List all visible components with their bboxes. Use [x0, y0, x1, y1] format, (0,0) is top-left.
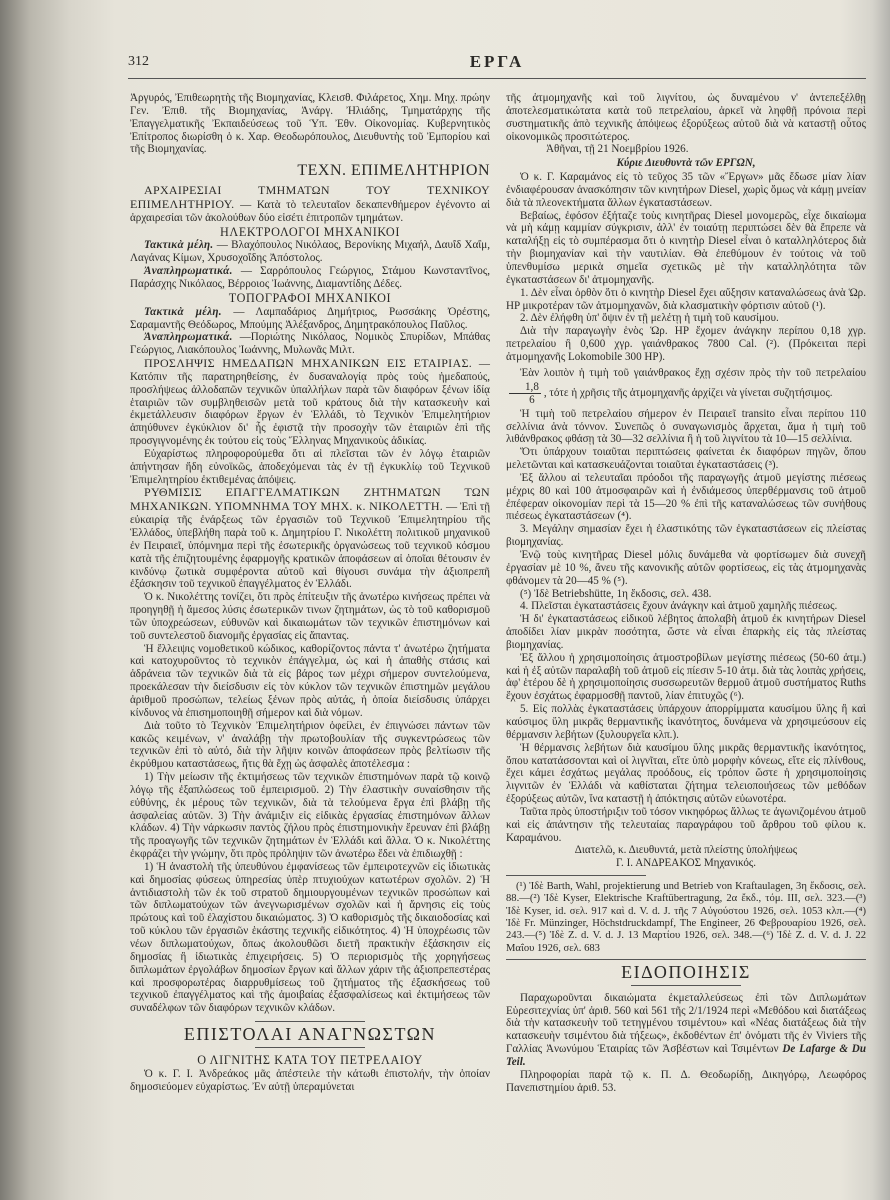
fraction-numerator: 1,8 — [509, 381, 541, 394]
paragraph-text: Ἀργυρός, Ἐπιθεωρητὴς τῆς Βιομηχανίας, Κλεισθ. Φιλάρετος, Χημ. Μηχ. πρώην Γεν. Ἐπιθ. τῆς Βιομηχανίας, Ἀνάργ. Ἠλιάδης, Τμηματάρχης τῆς Ἐπαγγελματικῆς Ἐκπαιδεύσεως τοῦ Ὑπ. Ἐθν. Οἰκονομίας. Κυβερνητικὸς Ἐπίτροπος διωρίσθη ὁ κ. Χαρ. Θεοδωρόπουλος, Διευθυντὴς τοῦ Ἐμπορίου καὶ τῆς Βιομηχανίας. — [130, 92, 490, 156]
paragraph-text: — Κατόπιν τῆς παρατηρηθείσης, ἐν δυσαναλογίᾳ πρὸς τοὺς ἡμεδαπούς, προσλήψεως ἀλλοδαπῶν τεχνικῶν ὑπαλλήλων παρὰ τῶν διαφόρων ξένων ἰδίᾳ ἑταιριῶν τῶν συμβληθεισῶν μετὰ τοῦ κράτους διὰ τὴν κατασκευὴν καὶ ἐκμετάλλευσιν διαφόρων ἔργων ἐν Ἑλλάδι, τὸ Τεχνικὸν Ἐπιμελητήριον ἀπηύθυνεν ἐγκύκλιον δι' ἧς ἐφιστᾷ τὴν προσοχὴν τῶν ἑταιριῶν ἐπὶ τῆς προσγιγνομένης ἐκ τούτου εἰς τοὺς Ἕλληνας Μηχανικοὺς ἀδικίας. — [130, 358, 490, 448]
paragraph-text: Εὐχαρίστως πληροφορούμεθα ὅτι αἱ πλεῖσται τῶν ἐν λόγῳ ἑταιριῶν ἀπήντησαν ἤδη εὐνοϊκῶς, ἀποδεχόμεναι τὰς ἐν τῇ ἐγκυκλίῳ τοῦ Τεχνικοῦ Ἐπιμελητηρίου ἐκτιθεμένας ἀπόψεις. — [130, 447, 490, 486]
footnotes: (¹) Ἰδὲ Barth, Wahl, projektierung und Betrieb von Kraftaulagen, 3η ἔκδοσις, σελ. 88.—(²) Ἰδὲ Kyser, Elektrische Kraftübertragung, 2α ἔκδ., τόμ. III, σελ. 323.—(³) Ἰδὲ Kyser, id. σελ. 917 καὶ d. V. d. J. τῆς 7 Αὐγούστου 1926, σελ. 1053 κλπ.—(⁴) Ἰδὲ Fr. Münzinger, Höchstdruckdampf, The Engineer, 26 Φεβρουαρίου 1926, σελ. 243.—(⁵) Ἰδὲ Z. d. V. d. J. 13 Μαρτίου 1926, σελ. 348.—(⁶) Ἰδὲ Z. d. V. d. J. 22 Μαΐου 1926, σελ. 683 — [506, 881, 866, 954]
paragraph-text: Ὁ κ. Γ. Ι. Ἀνδρεάκος μᾶς ἀπέστειλε τὴν κάτωθι ἐπιστολήν, τὴν ὁποίαν δημοσιεύομεν εὐχαρίστως. Ἐν αὐτῇ ὑπεραμύνεται — [130, 1067, 490, 1093]
footnote-divider — [506, 875, 646, 876]
letter-date: Ἀθῆναι, τῇ 21 Νοεμβρίου 1926. — [546, 143, 689, 156]
paragraph — [130, 643, 490, 720]
paragraph — [506, 408, 866, 447]
paragraph-lead: Τακτικὰ μέλη. — [144, 239, 214, 252]
paragraph-text: Ἡ ἔλλειψις νομοθετικοῦ κώδικος, καθορίζοντος πάντα τ' ἀνωτέρω ζητήματα καὶ κατοχυροῦντος τὸ τεχνικὸν ἐπάγγελμα, ὡς καὶ ἡ ἀπαθὴς στάσις καὶ ἀδράνεια τῶν τεχνικῶν διὰ τὰ εἰς βάρος των μέχρι σήμερον συντελούμενα, προεκάλεσαν τὴν διείσδυσιν εἰς τὸν κύκλον τῶν τεχνικῶν ἐπιστημῶν μεγάλου ἀριθμοῦ προσώπων, τελείως ξένων πρὸς αὐτάς, ἡ ὁποία διείσδυσις ὑπάρχει κίνδυνος νὰ ἐπισημοποιηθῇ σήμερον καὶ διὰ νόμων. — [130, 642, 490, 719]
signature-line: Γ. Ι. ΑΝΔΡΕΑΚΟΣ Μηχανικός. — [615, 857, 757, 870]
paragraph-lead: ΠΡΟΣΛΗΨΙΣ ΗΜΕΔΑΠΩΝ ΜΗΧΑΝΙΚΩΝ ΕΙΣ ΕΤΑΙΡΙΑΣ. — [144, 356, 473, 371]
paragraph — [506, 312, 866, 325]
paragraph — [506, 1069, 866, 1095]
paragraph-text: 4. Πλεῖσται ἐγκαταστάσεις ἔχουν ἀνάγκην καὶ ἀτμοῦ χαμηλῆς πιέσεως. — [520, 600, 838, 613]
paragraph — [506, 652, 866, 703]
paragraph — [506, 210, 866, 287]
paragraph — [130, 591, 490, 642]
fraction-denominator: 6 — [529, 393, 535, 406]
paragraph — [506, 600, 866, 613]
page-header — [128, 52, 866, 79]
divider — [631, 985, 741, 986]
paragraph — [130, 720, 490, 771]
paragraph — [130, 861, 490, 1015]
section-heading: ΕΠΙΣΤΟΛΑΙ ΑΝΑΓΝΩΣΤΩΝ — [183, 1024, 437, 1045]
paragraph — [130, 306, 490, 332]
page-number: 312 — [128, 54, 149, 69]
journal-title: ΕΡΓΑ — [469, 52, 525, 71]
paragraph — [506, 92, 866, 143]
paragraph-text: 2. Δὲν ἐλήφθη ὑπ' ὄψιν ἐν τῇ μελέτῃ ἡ τιμὴ τοῦ καυσίμου. — [520, 312, 779, 325]
paragraph-text: — Λαμπαδάριος Δημήτριος, Ρωσσάκης Ὀρέστης, Σαραμαντῆς Θεόδωρος, Μπούμης Ἀλέξανδρος, Δημητρακόπουλος Παῦλος. — [130, 305, 490, 331]
paragraph-text: , τότε ἡ χρῆσις τῆς ἀτμομηχανῆς ἀρχίζει νὰ γίνεται συζητήσιμος. — [543, 386, 833, 399]
paragraph-text: 3. Μεγάλην σημασίαν ἔχει ἡ ἐλαστικότης τῶν ἐγκαταστάσεων εἰς πλείστας βιομηχανίας. — [506, 523, 866, 549]
paragraph — [130, 92, 490, 156]
paragraph-lead: Τακτικὰ μέλη. — [144, 305, 222, 318]
paragraph-text: Ἡ θέρμανσις λεβήτων διὰ καυσίμου ὕλης μικρᾶς θερμαντικῆς ἱκανότητος, ὅπου κατατάσσονται καὶ οἱ λιγνῖται, εἴτε ὑπὸ μορφὴν κόνεως, εἴτε εἰς πλίνθους, ἔχει κάμει ἐσχάτως μεγάλας προόδους, εἰς τρόπον ὥστε ἡ χρησιμοποίησις λιγνιτῶν ἐν Ἑλλάδι νὰ καθίσταται ζήτημα τελειοποιήσεως τῶν μεθόδων ἐξορύξεως αὐτῶν, ἵνα καταστῇ ἡ ἀπόκτησις αὐτῶν εὐωνοτέρα. — [506, 741, 866, 806]
salutation: Κύριε Διευθυντὰ τῶν ΕΡΓΩΝ, — [616, 157, 756, 170]
paragraph — [130, 486, 490, 591]
paragraph-text: Βεβαίως, ἐφόσον ἐξήταζε τοὺς κινητῆρας Diesel μονομερῶς, εἶχε δικαίωμα νὰ μὴ κάμῃ καμμίαν σύγκρισιν, ἀλλ' ἐν τοιαύτῃ περιπτώσει δὲν θὰ ἔπρεπε νὰ καταλήξῃ εἰς τὸ συμπέρασμα ὅτι ὁ κινητὴρ Diesel εἶναι ὁ καταλληλότερος διὰ τὴν βιομηχανίαν καὶ τὴν ναυτιλίαν. Θὰ ἐπεθύμουν ἐν τούτοις νὰ τοῦ ὑπενθυμίσω μερικὰ σημεῖα σχετικῶς μὲ τὴν καταλληλότητα τῶν ἐγκαταστάσεων δι' ἀτμομηχανῆς. — [506, 209, 866, 286]
paragraph-text: Ἐὰν λοιπὸν ἡ τιμὴ τοῦ γαιάνθρακος ἔχῃ σχέσιν πρὸς τὴν τοῦ πετρελαίου — [520, 366, 866, 379]
paragraph-text: 1) Ἡ ἀναστολὴ τῆς ὑπευθύνου ἐμφανίσεως τῶν ἐμπειροτεχνῶν εἰς ἰδιωτικὰς καὶ δημοσίας φύσεως ὑπηρεσίας ὑπὲρ πτυχιούχων κατωτέρων σχολῶν. 2) Ἡ ἀντιδιαστολὴ τῶν ἐκ τοῦ στρατοῦ δημιουργουμένων τεχνικῶν προσώπων καὶ τῶν διπλωματούχων τῶν ἀνεγνωρισμένων σχολῶν καὶ ἡ ἄρνησις εἰς τοὺς πρώτους καὶ τοῦ ἐλαχίστου δικαιώματος. 3) Ὁ καθορισμὸς τῆς δικαιοδοσίας καὶ τοῦ κύκλου τῶν ἐργασιῶν ἑκάστης τεχνικῆς εἰδικότητος. 4) Ἡ ὑποχρέωσις τῶν νέων διπλωματούχων, ὅπως ἀκολουθῶσι διετῆ πρακτικὴν ἐξάσκησιν εἰς δημοσίας ἢ ἰδιωτικὰς ἐπιχειρήσεις. 5) Ὁ περιορισμὸς τῆς χορηγήσεως διπλωμάτων ἐργολάβων δημοσίων ἔργων καὶ ἄλλων χάριν τῆς ἀξιοπρεπεστέρας καὶ προσφορωτέρας διαρρυθμίσεως τοῦ ζητήματος τῆς ἐξασκήσεως τοῦ τεχνικοῦ ἐπαγγέλματος καὶ τῆς ἀμοιβαίας ἐξασφαλίσεως καὶ ἐκτιμήσεως τῶν συναδέλφων τῶν διαφόρων τεχνικῶν κλάδων. — [130, 860, 490, 1015]
paragraph-text: Διὰ τὴν παραγωγὴν ἑνὸς Ὡρ. HP ἔχομεν ἀνάγκην περίπου 0,18 χγρ. πετρελαίου ἢ 0,600 χγρ. γαιάνθρακος 7800 Cal. (²). (Πρόκειται περὶ ἀτμομηχανῆς Lokomobile 300 HP). — [506, 325, 866, 363]
paragraph-text: Ταῦτα πρὸς ὑποστήριξιν τοῦ τόσον νικηφόρως ἄλλως τε ἀγωνιζομένου ἀτμοῦ καὶ εἰς ἀπάντησιν τῆς τελευταίας παραγράφου τοῦ ἄρθρου τοῦ φίλου κ. Καραμάνου. — [506, 805, 866, 844]
paragraph — [130, 239, 490, 265]
paragraph — [506, 806, 866, 845]
paragraph-text: — Κατὰ τὸ τελευταῖον δεκαπενθήμερον ἐγένοντο αἱ ἀρχαιρεσίαι τῶν ἀκολούθων δύο εἰσέτι ἐπιτροπῶν τμημάτων. — [130, 198, 490, 224]
paragraph — [506, 171, 866, 210]
paragraph-text: Παραχωροῦνται δικαιώματα ἐκμεταλλεύσεως ἐπὶ τῶν Διπλωμάτων Εὑρεσιτεχνίας ὑπ' ἀριθ. 560 καὶ 561 τῆς 2/1/1924 περὶ «Μεθόδου καὶ διατάξεως διὰ τὴν κατασκευὴν τοῦ τετηγμένου τσιμέντου» καὶ «Νέας διατάξεως διὰ τὴν κατασκευὴν τσιμέντου διὰ τήξεως», ἐκδοθέντων ἐπ' ὀνόματι τῆς ἐν Viviers τῆς Γαλλίας Ἀνωνύμου Ἑταιρίας τῶν Ἀσβέστων καὶ Τσιμέντων — [506, 991, 866, 1056]
paragraph — [506, 703, 866, 742]
paragraph-text: 1. Δὲν εἶναι ὀρθὸν ὅτι ὁ κινητὴρ Diesel ἔχει αὔξησιν καταναλώσεως ἀνὰ Ὡρ. HP μικροτέραν τῶν ἀτμομηχανῶν, διὰ κλασματικὴν φόρτισιν αὐτοῦ (¹). — [506, 286, 866, 312]
paragraph-text: — Βλαχόπουλος Νικόλαος, Βερονίκης Μιχαήλ, Δαυΐδ Χαΐμ, Λαγάνας Κίμων, Χρυσοχοΐδης Ἀπόστολος. — [130, 239, 490, 265]
paragraph-lead: ΑΡΧΑΙΡΕΣΙΑΙ ΤΜΗΜΑΤΩΝ ΤΟΥ ΤΕΧΝΙΚΟΥ ΕΠΙΜΕΛΗΤΗΡΙΟΥ. — [130, 183, 490, 211]
paragraph — [130, 448, 490, 487]
paragraph-text: Ἐξ ἄλλου αἱ τελευταῖαι πρόοδοι τῆς παραγωγῆς ἀτμοῦ μεγίστης πιέσεως μέχρις 80 καὶ 100 ἀτμοσφαιρῶν καὶ ἡ ἐνδιάμεσος ὑπερθέρμανσις τοῦ ἀτμοῦ ἐπέφεραν οἰκονομίαν περὶ τὰ 15—20 % ἐπὶ τῆς καταναλώσεως τῶν συνήθους πιέσεως ἐγκαταστάσεων (⁴). — [506, 471, 866, 523]
paragraph — [506, 992, 866, 1069]
subheading: Ο ΛΙΓΝΙΤΗΣ ΚΑΤΑ ΤΟΥ ΠΕΤΡΕΛΑΙΟΥ — [197, 1052, 423, 1067]
paragraph-text: Ὁ κ. Νικολέττης τονίζει, ὅτι πρὸς ἐπίτευξιν τῆς ἀνωτέρω κινήσεως πρέπει νὰ προηγηθῇ ἡ ἄμεσος λύσις ἐσωτερικῶν τινων ζητημάτων, ὡς τὸ τοῦ καθορισμοῦ τῶν ὑποχρεώσεων, εὐθυνῶν καὶ δικαιωμάτων τῶν τεχνικῶν ἐπιστημόνων καὶ τοῦ συντελεστοῦ διανομῆς ἐργασίας εἰς ἅπαντας. — [130, 591, 490, 642]
paragraph — [506, 742, 866, 806]
paragraph-text: Ἐξ ἄλλου ἡ χρησιμοποίησις ἀτμοστροβίλων μεγίστης πιέσεως (50-60 ἀτμ.) καὶ ἡ ἐξ αὐτῶν παραλαβὴ τοῦ ἀτμοῦ εἰς πίεσιν 5-10 ἀτμ. διὰ τὰς λοιπὰς χρήσεις, ἀφ' ἑτέρου δὲ ἡ χρησιμοποίησις συσσωρευτῶν θερμοῦ ἀτμοῦ συστήματος Ruths ἔχουν ἐσχάτως ἐφαρμοσθῇ παντοῦ, λίαν ἐπιτυχῶς (⁶). — [506, 651, 866, 703]
paragraph-text: Ἐνῷ τοὺς κινητῆρας Diesel μόλις δυνάμεθα νὰ φορτίσωμεν διὰ συνεχῆ ἐργασίαν μὲ 10 %, ἄνευ τῆς κανονικῆς αὐτῶν φορτίσεως, εἰς τὰς ἀτμομηχανὰς φθάνομεν τὰ 20—45 % (⁵). — [506, 549, 866, 587]
subheading: ΗΛΕΚΤΡΟΛΟΓΟΙ ΜΗΧΑΝΙΚΟΙ — [219, 224, 400, 239]
paragraph-text: Πληροφορίαι παρὰ τῷ κ. Π. Δ. Θεοδωρίδῃ, Δικηγόρῳ, Λεωφόρος Πανεπιστημίου ἀριθ. 53. — [506, 1068, 866, 1094]
fraction — [509, 381, 541, 406]
signature-line: Διατελῶ, κ. Διευθυντά, μετὰ πλείστης ὑπολήψεως — [574, 844, 798, 857]
paragraph — [506, 549, 866, 588]
paragraph — [506, 325, 866, 364]
paragraph — [506, 446, 866, 472]
paragraph-text: —Ποριώτης Νικόλαος, Νομικὸς Σπυρίδων, Μπάθας Γεώργιος, Λιακόπουλος Ἰωάννης, Μυλωνᾶς Μιλτ. — [130, 331, 490, 357]
paragraph — [506, 472, 866, 523]
paragraph — [506, 366, 866, 406]
paragraph — [506, 287, 866, 313]
paragraph-text: Ὅτι ὑπάρχουν τοιαῦται περιπτώσεις φαίνεται ἐκ διαφόρων πηγῶν, ὅπου μελετῶνται καὶ κατασκευάζονται τοιαῦται ἐγκαταστάσεις (³). — [506, 446, 866, 472]
paragraph-text: 5. Εἰς πολλὰς ἐγκαταστάσεις ὑπάρχουν ἀπορρίμματα καυσίμου ὕλης ἢ καὶ καύσιμος ὕλη μικρᾶς θερμαντικῆς ἱκανότητος, δυνάμενα νὰ χρησιμεύσουν εἰς θέρμανσιν λεβήτων (ξυλουργεῖα κλπ.). — [506, 703, 866, 741]
company-name: De Lafarge & Du Teil. — [506, 1043, 866, 1068]
subheading: ΤΟΠΟΓΡΑΦΟΙ ΜΗΧΑΝΙΚΟΙ — [228, 290, 392, 305]
section-heading: ΕΙΔΟΠΟΙΗΣΙΣ — [621, 961, 751, 982]
paragraph-text: Διὰ τοῦτο τὸ Τεχνικὸν Ἐπιμελητήριον ὀφείλει, ἐν ἐπιγνώσει πάντων τῶν κακῶς κειμένων, ν' ἀναλάβῃ τὴν πρωτοβουλίαν τῆς συγκεντρώσεως τῶν τεχνικῶν ἐπὶ τὸ αὐτό, διὰ τὴν λῆψιν κοινῶν ἀποφάσεων πρὸς βελτίωσιν τῆς ἐκρύθμου καταστάσεως, ἥτις θὰ ἔχῃ ὡς ἀσφαλὲς ἀποτέλεσμα : — [130, 719, 490, 771]
paragraph-lead: Ἀναπληρωματικά. — [144, 265, 233, 278]
paragraph-text: Ὁ κ. Γ. Καραμάνος εἰς τὸ τεῦχος 35 τῶν «Ἔργων» μᾶς ἔδωσε μίαν λίαν ἐνδιαφέρουσαν ἀνασκόπησιν τῶν κινητήρων Diesel, χωρὶς ὅμως νὰ κάμῃ μνείαν διὰ τὰ πλεονεκτήματα ἄλλων ἐγκαταστάσεων. — [506, 171, 866, 209]
paragraph-text: Ἡ τιμὴ τοῦ πετρελαίου σήμερον ἐν Πειραιεῖ transito εἶναι περίπου 110 σελλίνια ἀνὰ τόννον. Συνεπῶς ὁ συναγωνισμὸς ἄρχεται, ἅμα ἡ τιμὴ τοῦ λιθάνθρακος φθάσῃ τὰ 30—32 σελλίνια ἢ ἡ τοῦ λιγνίτου τὰ 10—15 σελλίνια. — [506, 407, 866, 446]
paragraph-text: Ἡ δι' ἐγκαταστάσεως εἰδικοῦ λέβητος ἀπολαβὴ ἀτμοῦ ἐκ κινητήρων Diesel ἀποδίδει λίαν μικρὰν ποσότητα, ὥστε νὰ εἶναι ἐπαρκὴς εἰς τὰς πλείστας βιομηχανίας. — [506, 613, 866, 651]
paragraph-lead: ΡΥΘΜΙΣΙΣ ΕΠΑΓΓΕΛΜΑΤΙΚΩΝ ΖΗΤΗΜΑΤΩΝ ΤΩΝ ΜΗΧΑΝΙΚΩΝ. ΥΠΟΜΝΗΜΑ ΤΟΥ ΜΗΧ. κ. ΝΙΚΟΛΕΤΤΗ. — [130, 485, 490, 514]
divider — [255, 1047, 365, 1048]
paragraph — [130, 1068, 490, 1094]
paragraph-text: — Σαρρόπουλος Γεώργιος, Στάμου Κωνσταντῖνος, Παράσχης Νικόλαος, Βέρροιος Ἰωάννης, Διαμαντίδης Δέδες. — [130, 265, 490, 290]
left-column — [130, 92, 490, 1093]
paragraph — [506, 613, 866, 652]
paragraph — [130, 331, 490, 357]
paragraph-text: — Ἐπὶ τῇ εὐκαιρίᾳ τῆς ἐνάρξεως τῶν ἐργασιῶν τοῦ Τεχνικοῦ Ἐπιμελητηρίου τῆς Ἑλλάδος, ὑπεβλήθη παρὰ τοῦ κ. Δημητρίου Γ. Νικολέττη πολιτικοῦ μηχανικοῦ ἐν Πειραιεῖ, ὑπόμνημα περὶ τῆς ἐσωτερικῆς ὀργανώσεως τοῦ τεχνικοῦ κόσμου κατὰ τῆς ἐπιζητουμένης ἐφαρμογῆς κρατικῶν ἀποφάσεων αἱ ὁποῖαι θέτουσιν ἐν κινδύνῳ ζωτικὰ συμφέροντα αὐτοῦ καὶ θίγουσι συνάμα τὴν ἀξιοπρεπῆ ἐξάσκησιν τοῦ τεχνικοῦ ἐπαγγέλματος ἐν Ἑλλάδι. — [130, 501, 491, 591]
paragraph-text: τῆς ἀτμομηχανῆς καὶ τοῦ λιγνίτου, ὡς δυναμένου ν' ἀντεπεξέλθῃ ἀποτελεσματικώτατα κατὰ τοῦ πετρελαίου, ἀρκεῖ νὰ ληφθῇ πρόνοια περὶ συστηματικῆς ἀπὸ τεχνικῆς ἀπόψεως ἐξορύξεως αὐτοῦ διὰ νὰ καταστῇ οὗτος οἰκονομικῶς προσιτώτερος. — [506, 92, 866, 143]
paragraph-text: (⁵) Ἰδὲ Betriebshütte, 1η ἔκδοσις, σελ. 438. — [520, 587, 712, 600]
paragraph — [506, 523, 866, 549]
paragraph — [130, 771, 490, 861]
paragraph — [506, 588, 866, 601]
paragraph — [130, 357, 490, 448]
section-heading: ΤΕΧΝ. ΕΠΙΜΕΛΗΤΗΡΙΟΝ — [297, 162, 490, 180]
paragraph — [130, 184, 490, 225]
right-column — [506, 92, 866, 1094]
divider — [506, 959, 866, 960]
divider — [255, 1021, 365, 1022]
paragraph-lead: Ἀναπληρωματικά. — [144, 331, 233, 344]
paragraph — [130, 265, 490, 291]
paragraph-text: 1) Τὴν μείωσιν τῆς ἐκτιμήσεως τῶν τεχνικῶν ἐπιστημόνων παρὰ τῷ κοινῷ λόγῳ τῆς ἐξαπλώσεως τοῦ ἐμπειρισμοῦ. 2) Τὴν ἐλαστικὴν συναίσθησιν τῆς εὐθύνης, ἐκ μέρους τῶν τεχνικῶν, διὰ τὰ τελούμενα ἔργα ἐπὶ βλάβῃ τῆς ἀσφαλείας αὐτῶν. 3) Τὴν ἀνάμιξιν εἰς εἰδικὰς ἐργασίας ἐπιστημόνων ἄλλων κλάδων. 4) Τὴν νάρκωσιν παντὸς ζήλου πρὸς ἐπιστημονικὴν ἔρευναν ἐπὶ βλάβῃ τῆς προαγωγῆς τῶν τεχνικῶν ζητημάτων ἐν Ἑλλάδι καὶ ἄλλα. Ὁ κ. Νικολέττης ἐκφράζει τὴν γνώμην, ὅτι πρὸς πρόληψιν τῶν ἀνωτέρω ἔδει νὰ ἐπιδιωχθῇ : — [130, 771, 490, 861]
